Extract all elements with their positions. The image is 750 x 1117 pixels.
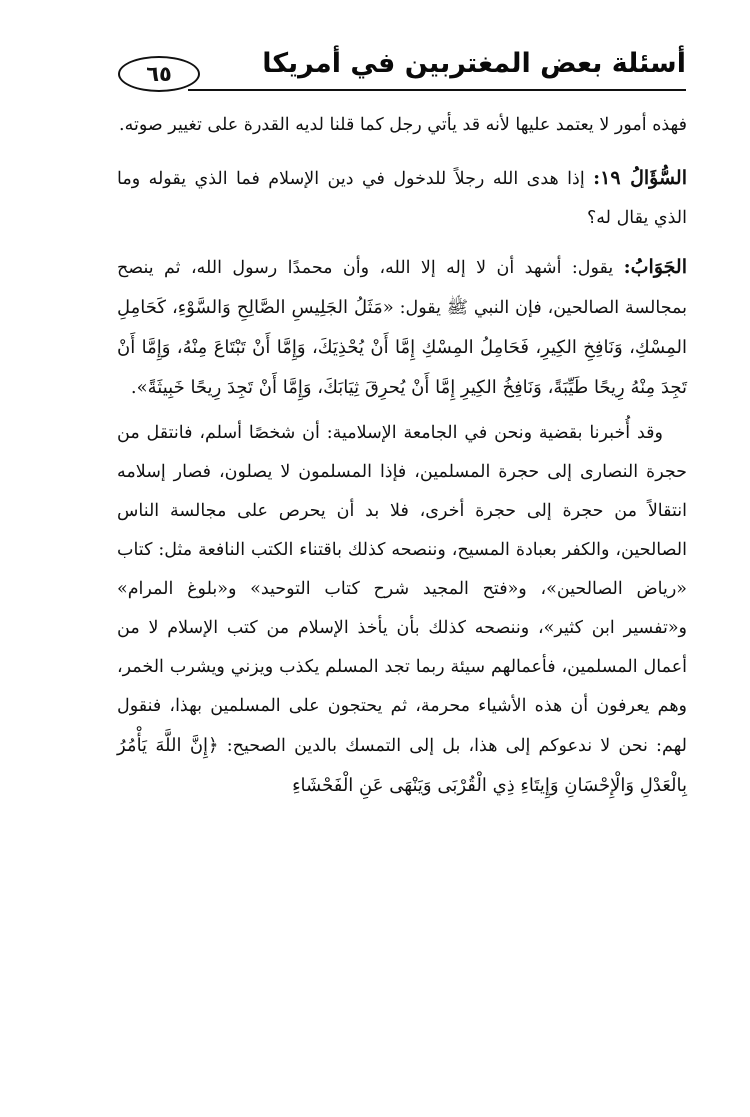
question-label: السُّؤَالُ ١٩: bbox=[593, 167, 688, 189]
intro-paragraph: فهذه أمور لا يعتمد عليها لأنه قد يأتي رجل كما قلنا لديه القدرة على تغيير صوته. bbox=[119, 115, 687, 135]
answer-text: يقول: أشهد أن لا إله إلا الله، وأن محمدًا رسول الله، ثم ينصح بمجالسة الصالحين، فإن النبي ﷺ يقول: bbox=[117, 258, 687, 318]
story-paragraph bbox=[117, 414, 687, 806]
page-header bbox=[118, 42, 686, 100]
page-body bbox=[117, 106, 687, 806]
story-text: وقد أُخبرنا بقضية ونحن في الجامعة الإسلامية: أن شخصًا أسلم، فانتقل من حجرة النصارى إلى حجرة المسلمين، فإذا المسلمون لا يصلون، فصار إسلامه انتقالاً من حجرة إلى حجرة أخرى، فلا بد أن يحرص على مجالسة الناس الصالحين، والكفر بعبادة المسيح، وننصحه كذلك باقتناء الكتب النافعة مثل: كتاب «رياض الصالحين»، و«فتح المجيد شرح كتاب التوحيد» و«بلوغ المرام» و«تفسير ابن كثير»، وننصحه كذلك بأن يأخذ الإسلام من كتب الإسلام لا من أعمال المسلمين، فأعمالهم سيئة ربما تجد المسلم يكذب ويزني ويشرب الخمر، وهم يعرفون أن هذه الأشياء محرمة، ثم يحتجون على المسلمين بهذا، فنقول لهم: نحن لا ندعوكم إلى هذا، بل إلى التمسك بالدين الصحيح: bbox=[117, 423, 687, 756]
hadith-quote: «مَثَلُ الجَلِيسِ الصَّالِحِ وَالسَّوْءِ، كَحَامِلِ المِسْكِ، وَنَافِخِ الكِيرِ، فَحَامِلُ المِسْكِ إِمَّا أَنْ يُحْذِيَكَ، وَإِمَّا أَنْ تَبْتَاعَ مِنْهُ، وَإِمَّا أَنْ تَجِدَ مِنْهُ رِيحًا طَيِّبَةً، وَنَافِخُ الكِيرِ إِمَّا أَنْ يُحرِقَ ثِيَابَكَ، وَإِمَّا أَنْ تَجِدَ رِيحًا خَبِيثَةً». bbox=[117, 297, 687, 398]
page-number: ٦٥ bbox=[118, 56, 200, 92]
answer-paragraph bbox=[117, 248, 687, 408]
running-title: أسئلة بعض المغتربين في أمريكا bbox=[262, 48, 686, 79]
quran-verse: ﴿إِنَّ اللَّهَ يَأْمُرُ بِالْعَدْلِ وَالْإِحْسَانِ وَإِيتَاءِ ذِي الْقُرْبَى وَيَنْهَى عَنِ الْفَحْشَاءِ bbox=[117, 735, 687, 796]
header-rule bbox=[188, 89, 686, 91]
question-paragraph bbox=[117, 159, 687, 238]
question-text: إذا هدى الله رجلاً للدخول في دين الإسلام فما الذي يقوله وما الذي يقال له؟ bbox=[117, 169, 687, 228]
answer-label: الجَوَابُ: bbox=[623, 256, 687, 278]
